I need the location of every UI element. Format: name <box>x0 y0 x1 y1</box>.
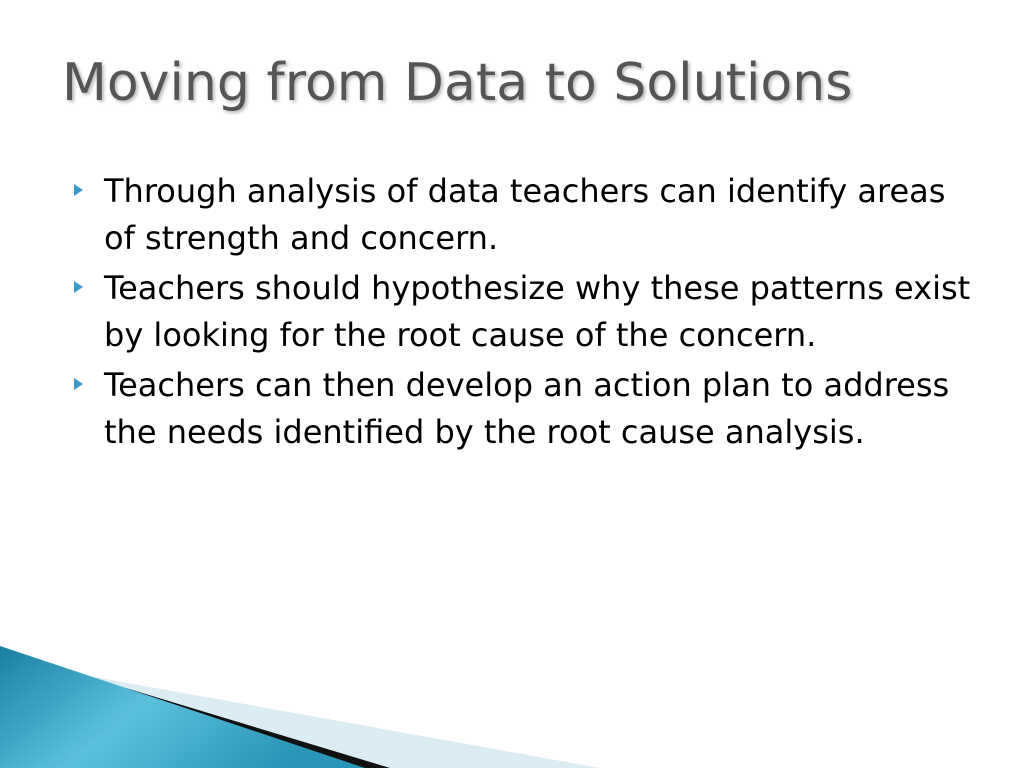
triangle-right-icon <box>74 378 83 390</box>
teal-wedge <box>0 646 365 768</box>
bullet-text: Through analysis of data teachers can identify areas of strength and concern. <box>104 172 946 257</box>
bullet-list <box>74 168 974 459</box>
triangle-right-icon <box>74 281 83 293</box>
bullet-item <box>74 362 974 456</box>
bullet-item <box>74 265 974 359</box>
triangle-right-icon <box>74 184 83 196</box>
bullet-item <box>74 168 974 262</box>
slide-title: Moving from Data to Solutions <box>62 53 853 113</box>
bullet-text: Teachers can then develop an action plan to address the needs identified by the root cause analysis. <box>104 366 950 451</box>
bullet-text: Teachers should hypothesize why these patterns exist by looking for the root cause of the concern. <box>104 269 971 354</box>
